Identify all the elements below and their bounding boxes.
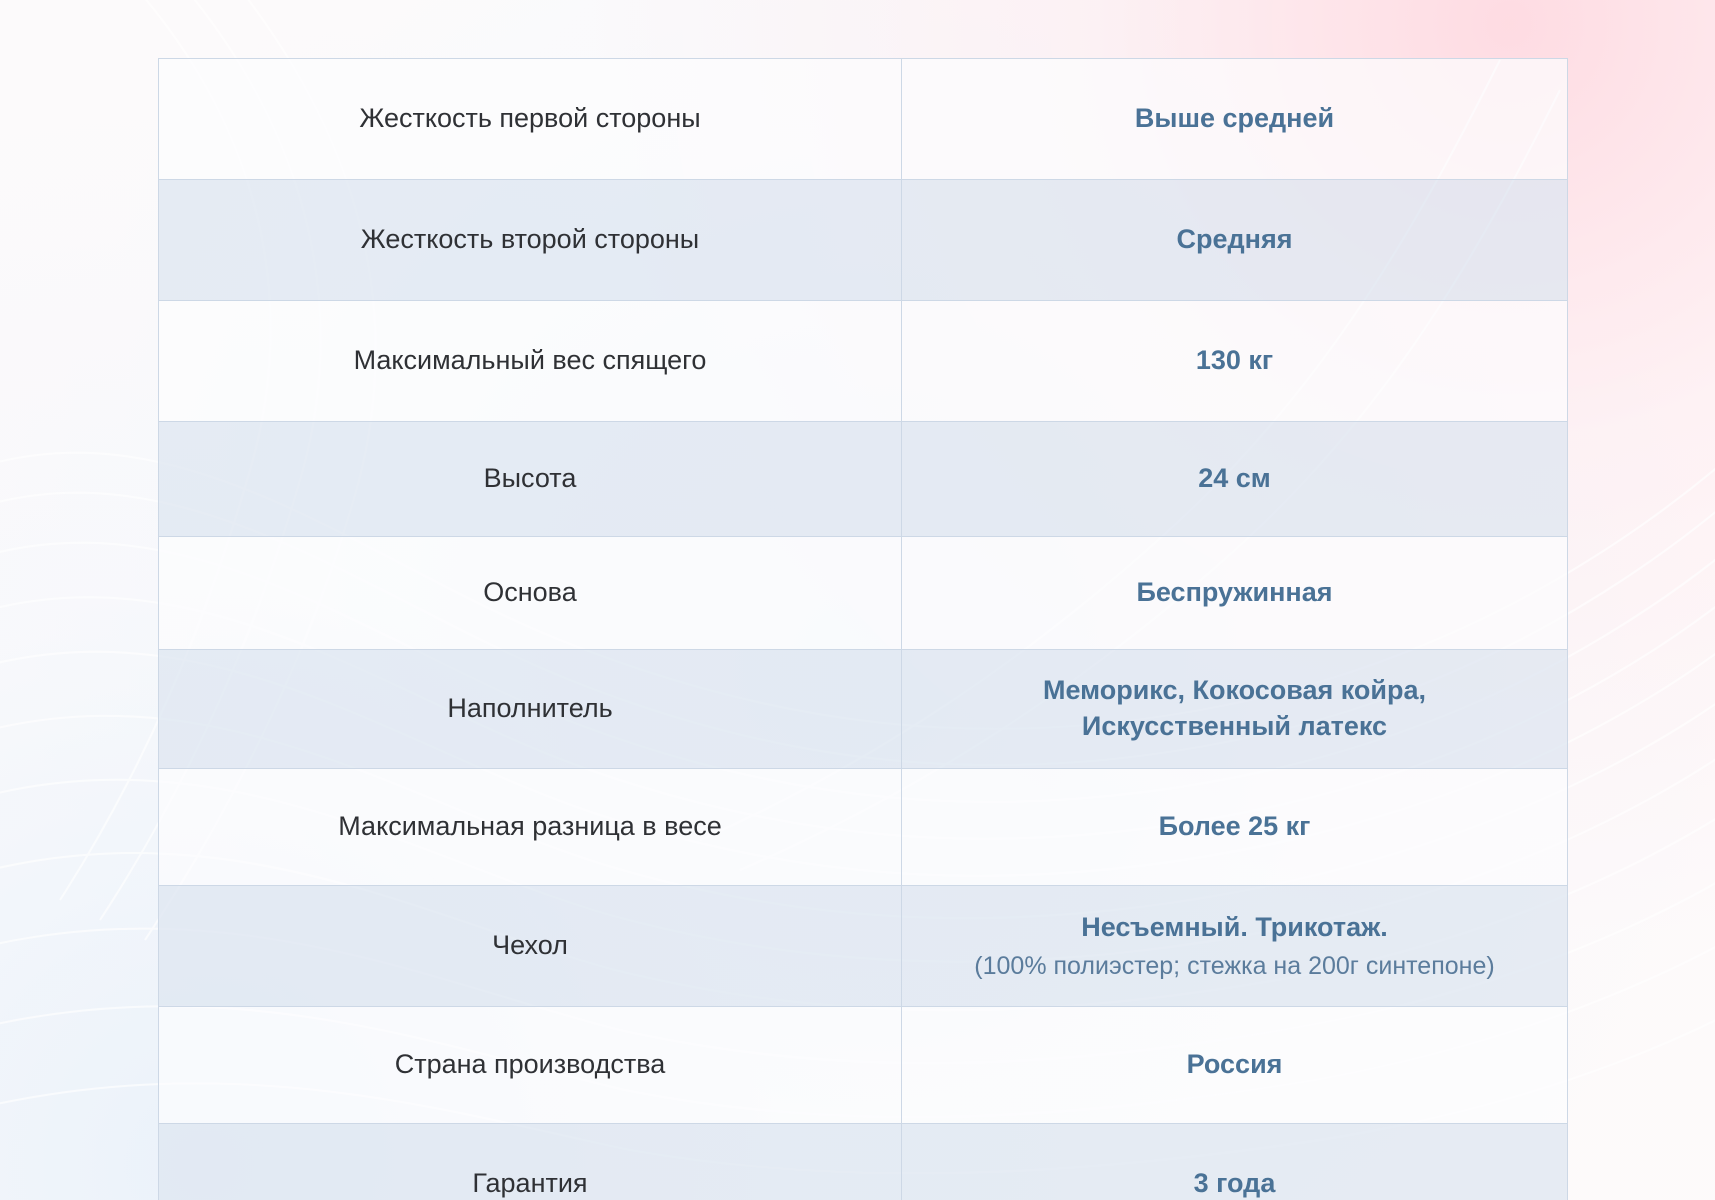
- spec-value: Более 25 кг: [902, 769, 1568, 886]
- table-row: [159, 886, 1568, 1007]
- spec-value-line-2: Искусственный латекс: [1081, 711, 1388, 741]
- spec-value: Беспружинная: [902, 537, 1568, 650]
- spec-label: Высота: [159, 422, 902, 537]
- spec-label: Жесткость первой стороны: [159, 59, 902, 180]
- spec-value: Выше средней: [902, 59, 1568, 180]
- spec-label: Гарантия: [159, 1124, 902, 1200]
- spec-value: [902, 650, 1568, 769]
- spec-label: Чехол: [159, 886, 902, 1007]
- spec-value: 24 см: [902, 422, 1568, 537]
- table-row: [159, 301, 1568, 422]
- table-row: [159, 650, 1568, 769]
- spec-label: Максимальная разница в весе: [159, 769, 902, 886]
- spec-value-line-1: Несъемный. Трикотаж.: [1081, 911, 1388, 942]
- table-row: [159, 769, 1568, 886]
- spec-label: Жесткость второй стороны: [159, 180, 902, 301]
- spec-value: Средняя: [902, 180, 1568, 301]
- table-row: [159, 59, 1568, 180]
- specification-table: [158, 58, 1568, 1200]
- spec-value: 130 кг: [902, 301, 1568, 422]
- spec-value-note: (100% полиэстер; стежка на 200г синтепоне): [974, 951, 1495, 980]
- table-row: [159, 1124, 1568, 1200]
- table-row: [159, 422, 1568, 537]
- spec-value: 3 года: [902, 1124, 1568, 1200]
- table-row: [159, 537, 1568, 650]
- spec-value-line-1: Меморикс, Кокосовая койра,: [1042, 675, 1427, 706]
- spec-value: Россия: [902, 1007, 1568, 1124]
- spec-value: [902, 886, 1568, 1007]
- spec-label: Страна производства: [159, 1007, 902, 1124]
- spec-label: Основа: [159, 537, 902, 650]
- specification-table-container: [158, 58, 1568, 1200]
- spec-label: Наполнитель: [159, 650, 902, 769]
- spec-label: Максимальный вес спящего: [159, 301, 902, 422]
- table-row: [159, 180, 1568, 301]
- table-row: [159, 1007, 1568, 1124]
